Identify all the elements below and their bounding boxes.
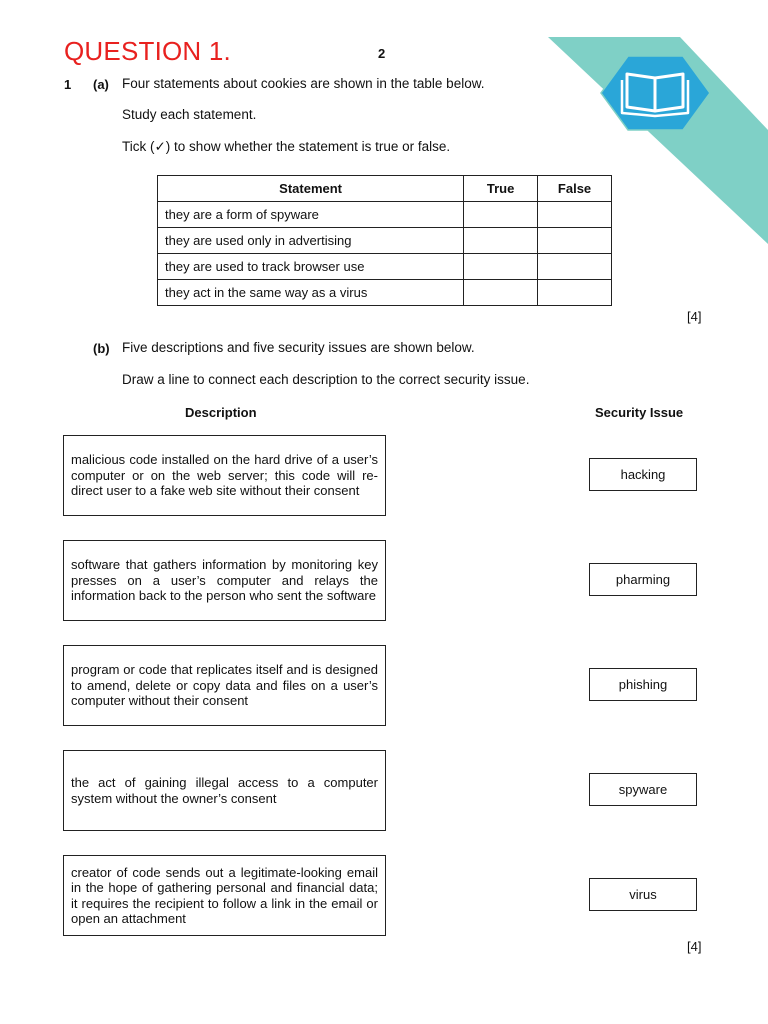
statement-cell: they act in the same way as a virus	[158, 280, 464, 306]
description-text: malicious code installed on the hard drive of a user’s computer or on the web server; this code will re-direct user to a fake web site without their consent	[71, 452, 378, 499]
false-tick-cell[interactable]	[538, 228, 612, 254]
header-statement: Statement	[158, 176, 464, 202]
part-b-marks: [4]	[687, 939, 702, 954]
part-a-label: (a)	[93, 77, 109, 92]
table-row	[158, 254, 612, 280]
table-header-row	[158, 176, 612, 202]
statement-cell: they are used only in advertising	[158, 228, 464, 254]
issue-box-virus[interactable]: virus	[589, 878, 697, 911]
true-tick-cell[interactable]	[464, 228, 538, 254]
question-number: 1	[64, 77, 72, 92]
part-a-marks: [4]	[687, 309, 702, 324]
issue-box-pharming[interactable]: pharming	[589, 563, 697, 596]
description-box-2[interactable]	[63, 540, 386, 621]
part-b-instruction: Draw a line to connect each description to the correct security issue.	[122, 372, 530, 387]
part-a-intro: Four statements about cookies are shown in the table below.	[122, 76, 485, 91]
true-tick-cell[interactable]	[464, 254, 538, 280]
page-number: 2	[378, 46, 386, 61]
description-box-1[interactable]	[63, 435, 386, 516]
security-issue-header: Security Issue	[595, 405, 684, 420]
description-text: the act of gaining illegal access to a computer system without the owner’s consent	[71, 775, 378, 806]
part-b-label: (b)	[93, 341, 110, 356]
question-title: QUESTION 1.	[64, 36, 231, 66]
part-b-intro: Five descriptions and five security issues are shown below.	[122, 340, 475, 355]
description-box-4[interactable]	[63, 750, 386, 831]
true-tick-cell[interactable]	[464, 280, 538, 306]
header-false: False	[538, 176, 612, 202]
part-a-tick-instruction: Tick (✓) to show whether the statement is true or false.	[122, 139, 451, 154]
statements-table	[157, 175, 612, 306]
table-row	[158, 228, 612, 254]
issue-box-spyware[interactable]: spyware	[589, 773, 697, 806]
part-a-study: Study each statement.	[122, 107, 257, 122]
false-tick-cell[interactable]	[538, 254, 612, 280]
false-tick-cell[interactable]	[538, 202, 612, 228]
description-text: program or code that replicates itself and is designed to amend, delete or copy data and files on a user’s computer without their consent	[71, 662, 378, 709]
statement-cell: they are a form of spyware	[158, 202, 464, 228]
header-true: True	[464, 176, 538, 202]
statement-cell: they are used to track browser use	[158, 254, 464, 280]
false-tick-cell[interactable]	[538, 280, 612, 306]
description-box-5[interactable]	[63, 855, 386, 936]
description-box-3[interactable]	[63, 645, 386, 726]
true-tick-cell[interactable]	[464, 202, 538, 228]
description-header: Description	[185, 405, 257, 420]
table-row	[158, 202, 612, 228]
description-text: creator of code sends out a legitimate-looking email in the hope of gathering personal and financial data; it requires the recipient to follow a link in the email or open an attachment	[71, 864, 378, 926]
issue-box-hacking[interactable]: hacking	[589, 458, 697, 491]
description-text: software that gathers information by monitoring key presses on a user’s computer and relays the information back to the person who sent the software	[71, 557, 378, 604]
table-row	[158, 280, 612, 306]
issue-box-phishing[interactable]: phishing	[589, 668, 697, 701]
